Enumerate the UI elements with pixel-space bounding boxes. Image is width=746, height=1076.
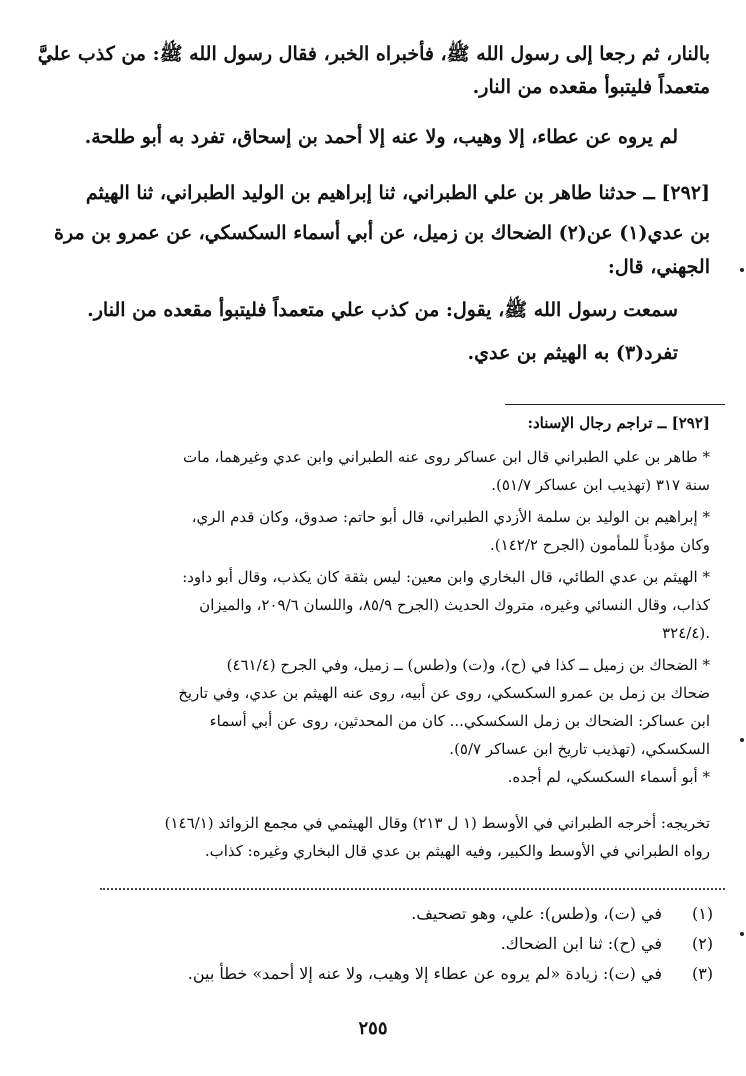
footnote-2-number: (٢) [692,934,714,953]
note-line-6: كذاب، وقال النسائي وغيره، متروك الحديث (الجرح ٨٥/٩، واللسان ٢٠٩/٦، والميزان [199,596,710,614]
note-line-2: سنة ٣١٧ (تهذيب ابن عساكر ٥١/٧). [491,476,710,494]
takhrij-line-1: تخريجه: أخرجه الطبراني في الأوسط (١ ل ٢١٣) وقال الهيثمي في مجمع الزوائد (١٤٦/١) [164,814,710,832]
body-line-3: لم يروه عن عطاء، إلا وهيب، ولا عنه إلا أحمد بن إسحاق، تفرد به أبو طلحة. [84,126,678,148]
margin-mark [740,268,744,272]
body-line-7: سمعت رسول الله ﷺ، يقول: من كذب علي متعمداً فليتبوأ مقعده من النار. [87,299,678,321]
body-line-1: بالنار، ثم رجعا إلى رسول الله ﷺ، فأخبراه الخبر، فقال رسول الله ﷺ: من كذب عليَّ [37,43,710,65]
footnote-3-text: في (ت): زيادة «لم يروه عن عطاء إلا وهيب، ولا عنه إلا أحمد» خطأ بين. [187,964,662,983]
note-line-5: * الهيثم بن عدي الطائي، قال البخاري وابن معين: ليس بثقة كان يكذب، وقال أبو داود: [182,568,710,586]
note-line-11: السكسكي، (تهذيب تاريخ ابن عساكر ٥/٧). [449,740,710,758]
note-line-4: وكان مؤدباً للمأمون (الجرح ١٤٢/٢). [490,536,710,554]
body-line-6: الجهني، قال: [607,256,710,278]
body-line-5: بن عدي(١) عن(٢) الضحاك بن زميل، عن أبي أسماء السكسكي، عن عمرو بن مرة [54,222,710,244]
body-line-2: متعمداً فليتبوأ مقعده من النار. [472,76,710,98]
footnote-1-number: (١) [692,904,714,923]
footnotes-separator [100,888,725,890]
margin-mark [740,932,744,936]
footnote-3-number: (٣) [692,964,714,983]
footnote-1-text: في (ت)، و(طس): علي، وهو تصحيف. [411,904,662,923]
note-line-8: * الضحاك بن زميل ــ كذا في (ح)، و(ت) و(طس) ــ زميل، وفي الجرح (٤٦١/٤) [226,656,710,674]
notes-separator [505,404,725,405]
notes-heading: [٢٩٢] ــ تراجم رجال الإسناد: [527,414,710,432]
footnote-2-text: في (ح): ثنا ابن الضحاك. [500,934,662,953]
takhrij-line-2: رواه الطبراني في الأوسط والكبير، وفيه الهيثم بن عدي قال البخاري وغيره: كذاب. [204,842,710,860]
margin-mark [740,738,744,742]
note-line-12: * أبو أسماء السكسكي، لم أجده. [507,768,710,786]
note-line-10: ابن عساكر: الضحاك بن زمل السكسكي... كان من المحدثين، روى عن أبي أسماء [209,712,710,730]
note-line-7: ٣٢٤/٤). [662,624,710,642]
note-line-3: * إبراهيم بن الوليد بن سلمة الأزدي الطبراني، قال أبو حاتم: صدوق، وكان قدم الري، [191,508,710,526]
body-line-8: تفرد(٣) به الهيثم بن عدي. [467,342,678,364]
body-line-4: [٢٩٢] ــ حدثنا طاهر بن علي الطبراني، ثنا إبراهيم بن الوليد الطبراني، ثنا الهيثم [85,182,710,204]
note-line-1: * طاهر بن علي الطبراني قال ابن عساكر روى عنه الطبراني وابن عدي وغيرهما، مات [183,448,710,466]
page-number: ٢٥٥ [358,1018,388,1039]
note-line-9: ضحاك بن زمل بن عمرو السكسكي، روى عن أبيه، روى عنه الهيثم بن عدي، وفي تاريخ [178,684,710,702]
